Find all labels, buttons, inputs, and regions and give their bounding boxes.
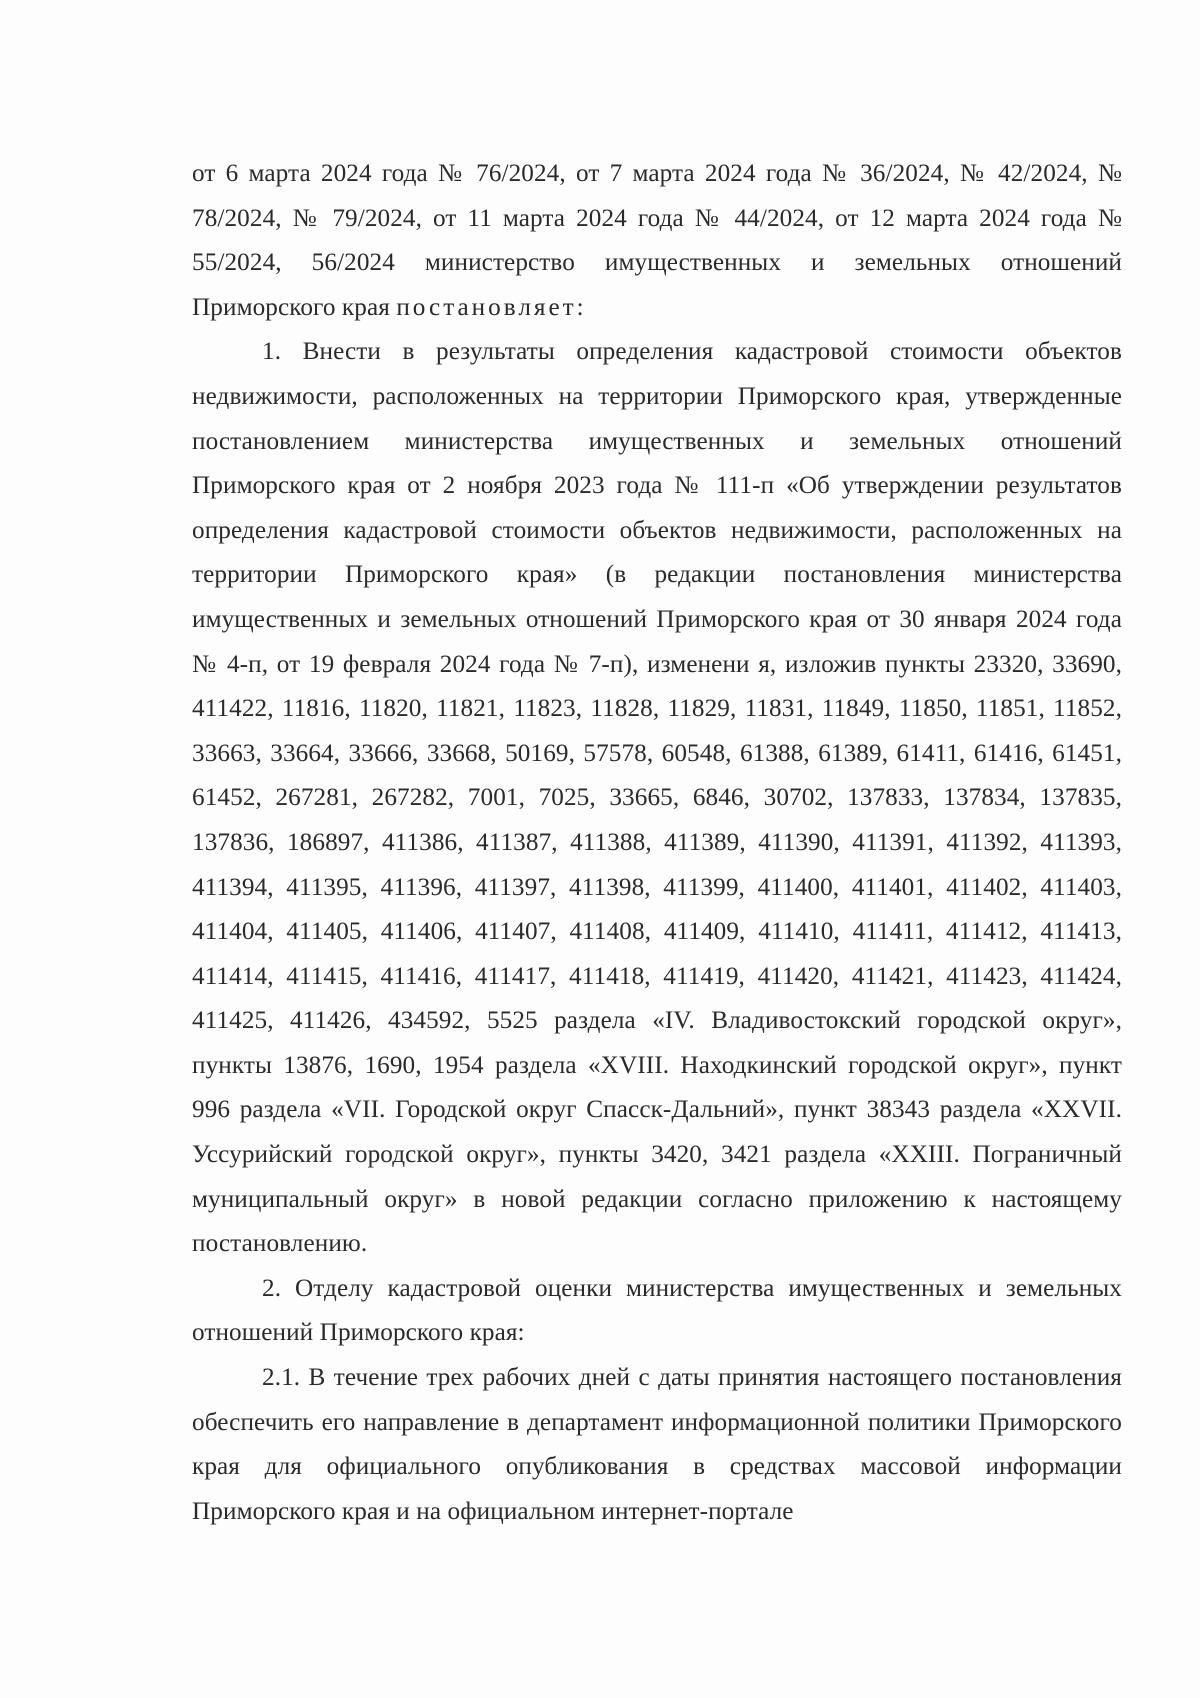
preamble-text: от 6 марта 2024 года № 76/2024, от 7 марта 2024 года № 36/2024, № 42/2024, № 78/2024, № 79/2024, от 11 марта 2024 года № 44/2024, от 12 марта 2024 года № 55/2024, 56/2024 министерство имущественных и земельных отношений Приморского края <box>192 160 1122 321</box>
paragraph-item-2-1: 2.1. В течение трех рабочих дней с даты принятия настоящего постановления обеспечить его направление в департамент информационной политики Приморского края для официального опубликования в средствах массовой информации Приморского края и на официальном интернет-портале <box>192 1364 1122 1525</box>
paragraph-item-2: 2. Отделу кадастровой оценки министерства имущественных и земельных отношений Приморского края: <box>192 1274 1122 1347</box>
paragraph-preamble <box>192 152 1122 330</box>
paragraph-item-1: 1. Внести в результаты определения кадастровой стоимости объектов недвижимости, расположенных на территории Приморского края, утвержденные постановлением министерства имущественных и земельных отношений Приморского края от 2 ноября 2023 года № 111-п «Об утверждении результатов определения кадастровой стоимости объектов недвижимости, расположенных на территории Приморского края» (в редакции постановления министерства имущественных и земельных отношений Приморского края от 30 января 2024 года № 4-п, от 19 февраля 2024 года № 7-п), изменени я, изложив пункты 23320, 33690, 411422, 11816, 11820, 11821, 11823, 11828, 11829, 11831, 11849, 11850, 11851, 11852, 33663, 33664, 33666, 33668, 50169, 57578, 60548, 61388, 61389, 61411, 61416, 61451, 61452, 267281, 267282, 7001, 7025, 33665, 6846, 30702, 137833, 137834, 137835, 137836, 186897, 411386, 411387, 411388, 411389, 411390, 411391, 411392, 411393, 411394, 411395, 411396, 411397, 411398, 411399, 411400, 411401, 411402, 411403, 411404, 411405, 411406, 411407, 411408, 411409, 411410, 411411, 411412, 411413, 411414, 411415, 411416, 411417, 411418, 411419, 411420, 411421, 411423, 411424, 411425, 411426, 434592, 5525 раздела «IV. Владивостокский городской округ», пункты 13876, 1690, 1954 раздела «XVIII. Находкинский городской округ», пункт 996 раздела «VII. Городской округ Спасск-Дальний», пункт 38343 раздела «XXVII. Уссурийский городской округ», пункты 3420, 3421 раздела «XXIII. Пограничный муниципальный округ» в новой редакции согласно приложению к настоящему постановлению. <box>192 338 1122 1258</box>
resolution-keyword: постановляет: <box>396 293 587 321</box>
document-body <box>192 152 1122 1534</box>
